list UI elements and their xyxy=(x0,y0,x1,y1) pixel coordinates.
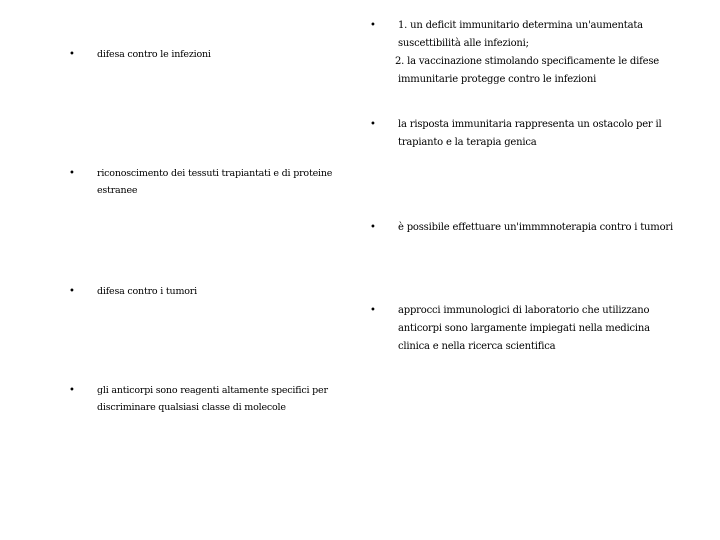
left-item-tumors: difesa contro i tumori xyxy=(97,286,197,297)
bullet-marker: • xyxy=(69,49,75,60)
text-line: trapianto e la terapia genica xyxy=(398,137,537,148)
text-line: è possibile effettuare un'immmnoterapia contro i tumori xyxy=(398,222,673,233)
bullet-marker: • xyxy=(370,119,376,130)
text-line: clinica e nella ricerca scientifica xyxy=(398,341,556,352)
text-line: anticorpi sono largamente impiegati nella medicina xyxy=(398,323,650,334)
bullet-marker: • xyxy=(370,222,376,233)
left-item-infections: difesa contro le infezioni xyxy=(97,49,211,60)
bullet-marker: • xyxy=(69,385,75,396)
text-line: immunitarie protegge contro le infezioni xyxy=(398,74,597,85)
bullet-marker: • xyxy=(69,168,75,179)
right-item-transplant-obstacle xyxy=(398,116,688,152)
bullet-marker: • xyxy=(69,286,75,297)
right-item-lab-approaches xyxy=(398,302,688,356)
right-item-immunodeficiency xyxy=(395,17,688,89)
text-line: approcci immunologici di laboratorio che utilizzano xyxy=(398,305,650,316)
bullet-marker: • xyxy=(370,20,376,31)
right-item-immunotherapy xyxy=(398,219,698,237)
text-line: 1. un deficit immunitario determina un'aumentata xyxy=(398,20,643,31)
text-line: 2. la vaccinazione stimolando specificamente le difese xyxy=(395,56,659,67)
left-item-antibodies: gli anticorpi sono reagenti altamente specifici per discriminare qualsiasi classe di molecole xyxy=(97,385,328,413)
bullet-marker: • xyxy=(370,305,376,316)
left-item-transplant: riconoscimento dei tessuti trapiantati e di proteine estranee xyxy=(97,168,333,196)
text-line: suscettibilità alle infezioni; xyxy=(398,38,529,49)
text-line: la risposta immunitaria rappresenta un ostacolo per il xyxy=(398,119,662,130)
